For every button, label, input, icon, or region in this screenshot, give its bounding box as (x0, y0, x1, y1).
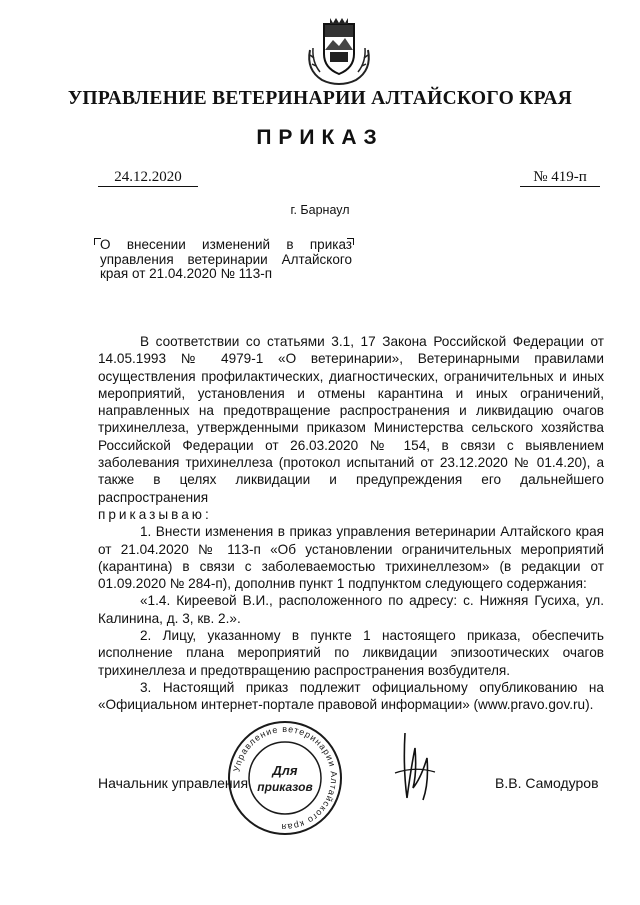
official-stamp (225, 718, 345, 838)
document-body (98, 333, 604, 714)
item-2-paragraph: 2. Лицу, указанному в пункте 1 настоящего приказа, обеспечить исполнение плана мероприятий по ликвидации эпизоотических очагов трихинеллеза и предотвращению распространения возбудителя. (98, 628, 604, 678)
coat-of-arms-icon (300, 10, 378, 88)
signatory-name: В.В. Самодуров (495, 775, 599, 791)
item-3-paragraph: 3. Настоящий приказ подлежит официальному опубликованию на «Официальном интернет-портале правовой информации» (www.pravo.gov.ru). (98, 679, 604, 713)
document-city: г. Барнаул (290, 203, 350, 217)
order-word: приказываю: (98, 506, 212, 522)
handwritten-signature (385, 728, 445, 808)
signatory-title: Начальник управления (98, 775, 249, 791)
document-type: ПРИКАЗ (256, 126, 384, 149)
item-1-subpoint: «1.4. Киреевой В.И., расположенного по адресу: с. Нижняя Гусиха, ул. Калинина, д. 3, кв. 2.». (98, 593, 604, 626)
item-1-paragraph: 1. Внести изменения в приказ управления ветеринарии Алтайского края от 21.04.2020 № 113-п «Об установлении ограничительных мероприятий (карантина) в связи с заболеваемостью трихинеллезом» (в редакции от 01.09.2020 № 284-п), дополнив пункт 1 подпунктом следующего содержания: (98, 524, 604, 592)
svg-text:приказов: приказов (257, 780, 313, 794)
document-subject: О внесении изменений в приказ управления ветеринарии Алтайского края от 21.04.2020 № 113-п (100, 237, 352, 281)
preamble-paragraph: В соответствии со статьями 3.1, 17 Закона Российской Федерации от 14.05.1993 № 4979-1 «О ветеринарии», Ветеринарными правилами осуществления профилактических, диагностических, ограничительных и иных мероприятий, установления и отмены карантина и иных ограничений, направленных на предотвращение распространения и ликвидацию очагов трихинеллеза, утвержденными приказом Министерства сельского хозяйства Российской Федерации от 26.03.2020 № 154, в связи с выявлением заболевания трихинеллеза (протокол испытаний от 23.12.2020 № 01.4.20), а также в целях ликвидации и предупреждения его дальнейшего распространения (98, 334, 604, 505)
svg-text:Для: Для (272, 763, 298, 778)
organization-name: УПРАВЛЕНИЕ ВЕТЕРИНАРИИ АЛТАЙСКОГО КРАЯ (67, 88, 573, 109)
document-date: 24.12.2020 (98, 168, 198, 187)
svg-text:Управление ветеринарии Алтайск: Управление ветеринарии Алтайского края (231, 723, 340, 833)
document-number: № 419-п (520, 168, 600, 187)
